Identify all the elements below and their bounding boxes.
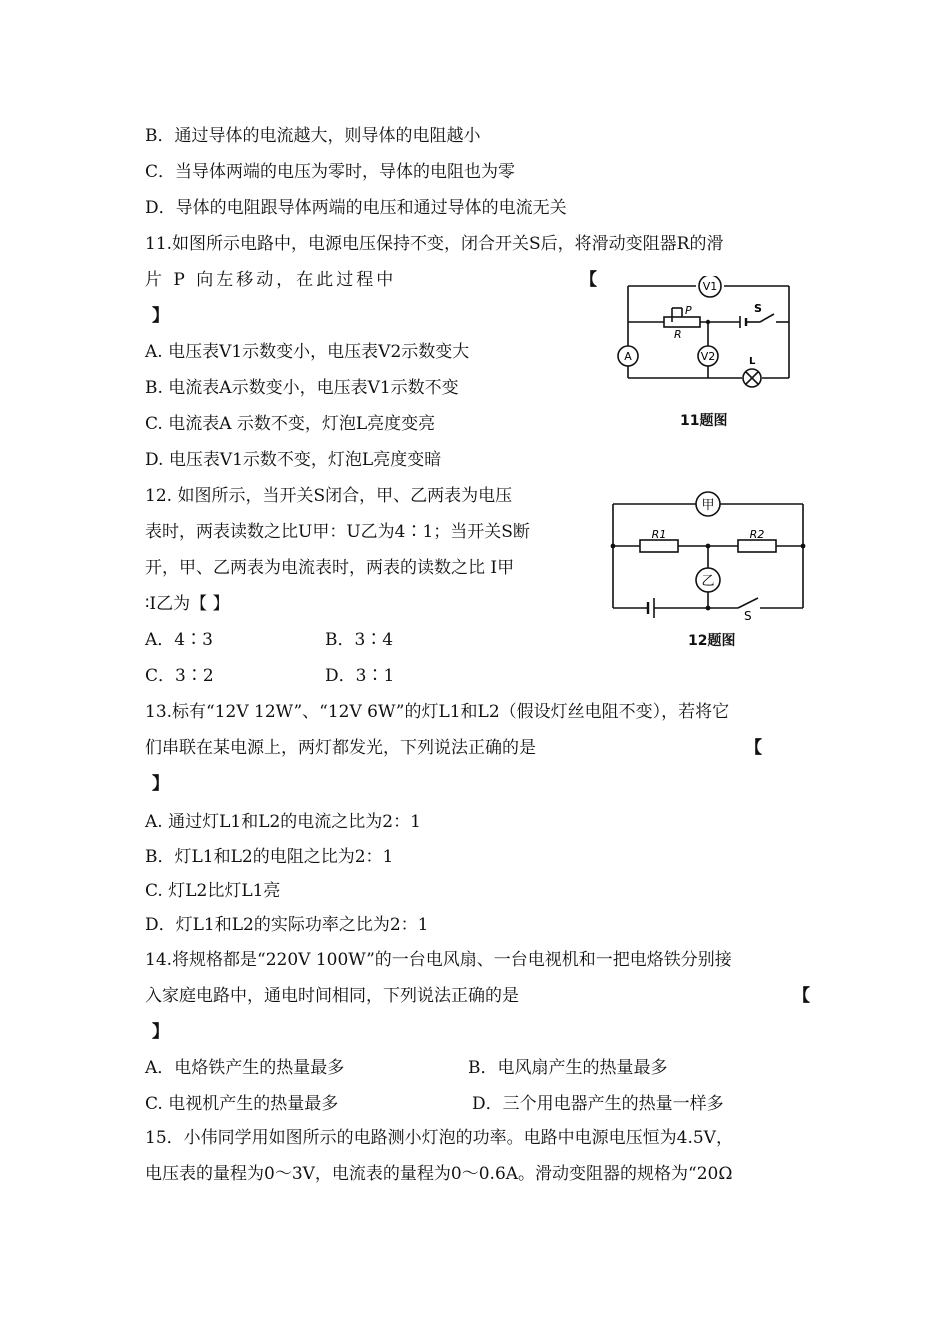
q13-option-c: C. 灯L2比灯L1亮 [145,881,281,901]
q11-label-a: A [624,350,632,363]
q11-option-d: D. 电压表V1示数不变，灯泡L亮度变暗 [145,450,442,470]
q14-option-c: C. 电视机产生的热量最多 [145,1094,339,1114]
q11-answer-bracket-close: 】 [152,306,169,326]
q11-option-b: B. 电流表A示数变小，电压表V1示数不变 [145,378,459,398]
q13-answer-bracket-open: 【 [745,738,762,758]
q11-option-c: C. 电流表A 示数不变，灯泡L亮度变亮 [145,414,436,434]
q12-stem-line2: 表时，两表读数之比U甲：U乙为4∶1；当开关S断 [145,522,530,542]
q11-label-s: S [754,302,762,315]
q12-label-jia: 甲 [701,498,715,513]
q11-label-v2: V2 [700,350,716,363]
q12-option-a: A．4∶3 [145,630,213,650]
q14-stem-line2: 入家庭电路中，通电时间相同，下列说法正确的是 [145,986,519,1006]
q14-option-a: A．电烙铁产生的热量最多 [145,1058,345,1078]
q12-figure-caption: 12题图 [688,633,736,649]
q13-stem-line1: 13.标有“12V 12W”、“12V 6W”的灯L1和L2（假设灯丝电阻不变），若将它 [145,702,730,722]
q12-label-yi: 乙 [701,574,715,589]
q10-option-b: B．通过导体的电流越大，则导体的电阻越小 [145,126,481,146]
q11-label-v1: V1 [702,280,718,293]
q11-label-p: P [685,304,692,317]
q12-stem-line3: 开，甲、乙两表为电流表时，两表的读数之比 I甲 [145,558,515,578]
q14-option-d: D．三个用电器产生的热量一样多 [472,1094,724,1114]
q12-label-s: S [744,609,752,620]
q10-option-c: C．当导体两端的电压为零时，导体的电阻也为零 [145,162,516,182]
q11-answer-bracket-open: 【 [580,270,597,290]
q13-option-d: D．灯L1和L2的实际功率之比为2：1 [145,915,429,935]
q10-option-d: D．导体的电阻跟导体两端的电压和通过导体的电流无关 [145,198,567,218]
q11-circuit-diagram [612,276,802,388]
q11-option-a: A. 电压表V1示数变小，电压表V2示数变大 [145,342,470,362]
q11-label-l: L [749,356,756,367]
q12-option-c: C．3∶2 [145,666,214,686]
q14-option-b: B．电风扇产生的热量最多 [468,1058,668,1078]
q14-answer-bracket-close: 】 [152,1022,169,1042]
q12-stem-line1: 12. 如图所示，当开关S闭合，甲、乙两表为电压 [145,486,513,506]
q12-option-b: B．3∶4 [325,630,394,650]
q12-label-r2: R2 [749,528,765,541]
q12-stem-line4: ∶I乙为【 】 [145,594,230,614]
q14-answer-bracket-open: 【 [793,986,810,1006]
q13-answer-bracket-close: 】 [152,774,169,794]
q12-label-r1: R1 [651,528,667,541]
q13-option-b: B．灯L1和L2的电阻之比为2：1 [145,847,394,867]
q11-label-r: R [674,328,682,341]
q11-stem-line2: 片 P 向左移动，在此过程中 [145,270,397,290]
q11-figure-caption: 11题图 [680,413,728,429]
q14-stem-line1: 14.将规格都是“220V 100W”的一台电风扇、一台电视机和一把电烙铁分别接 [145,950,732,970]
q11-stem-line1: 11.如图所示电路中，电源电压保持不变，闭合开关S后，将滑动变阻器R的滑 [145,234,724,254]
q15-stem-line1: 15．小伟同学用如图所示的电路测小灯泡的功率。电路中电源电压恒为4.5V， [145,1128,733,1148]
q15-stem-line2: 电压表的量程为0～3V，电流表的量程为0～0.6A。滑动变阻器的规格为“20Ω [145,1164,733,1184]
q12-option-d: D．3∶1 [325,666,395,686]
q13-option-a: A. 通过灯L1和L2的电流之比为2：1 [145,812,421,832]
q13-stem-line2: 们串联在某电源上，两灯都发光，下列说法正确的是 [145,738,536,758]
q12-circuit-diagram [608,488,808,620]
